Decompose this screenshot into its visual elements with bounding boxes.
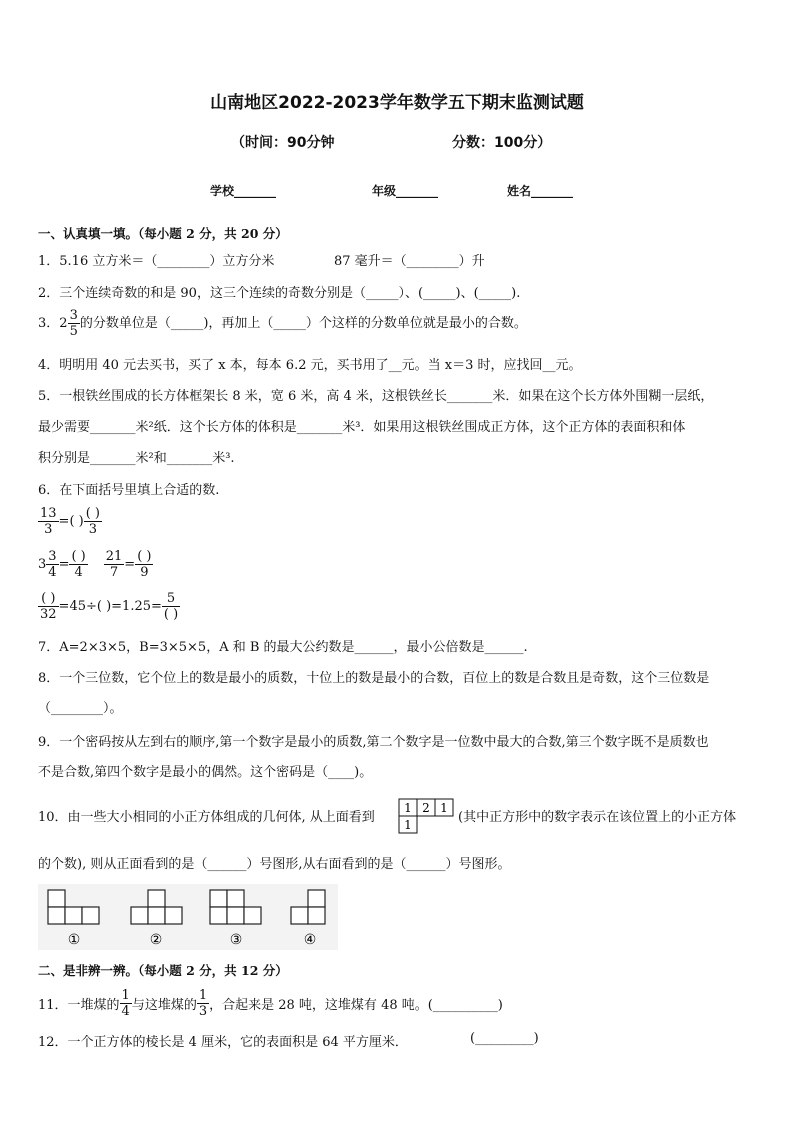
question-5-line2: 最少需要_______米²纸．这个长方体的体积是_______米³．如果用这根铁丝围成正方体，这个正方体的表面积和体 [38, 420, 686, 435]
question-7: 7．A=2×3×5，B=3×5×5，A 和 B 的最大公约数是______，最小公倍数是______. [38, 640, 528, 655]
school-field: 学校_______ [210, 184, 277, 198]
q6-r2-frac4 [135, 549, 153, 580]
question-1b: 87 毫升＝（________）升 [334, 254, 485, 269]
exam-score: 分数：100分） [452, 135, 552, 151]
q10-options-figure [38, 884, 338, 950]
denominator: 3 [198, 1004, 208, 1019]
denominator: 4 [48, 565, 57, 580]
denominator: 4 [121, 1004, 130, 1019]
page-title: 山南地区2022-2023学年数学五下期末监测试题 [210, 93, 584, 113]
numerator: 21 [105, 549, 123, 564]
option-2-label: ② [149, 932, 163, 948]
q3-mixed-int: 2 [59, 316, 68, 331]
denominator: 4 [74, 565, 83, 580]
q3-rest: 的分数单位是（_____)，再加上（_____）个这样的分数单位就是最小的合数。 [79, 316, 527, 331]
numerator: 13 [40, 506, 57, 521]
question-10-part-b: (其中正方形中的数字表示在该位置上的小正方体 [458, 810, 737, 825]
q11-fraction-1 [120, 988, 132, 1019]
question-1a: 1．5.16 立方米＝（________）立方分米 [38, 254, 275, 269]
q6-row-2: 3 $\frac{3}{4}$ = $\frac{( )}{4}$ $\frac{21}{7}$ = $\frac{( )}{9}$ [38, 549, 152, 580]
q6-r2-frac1 [46, 549, 58, 580]
question-9-line2: 不是合数,第四个数字是最小的偶然。这个密码是（____)。 [38, 765, 373, 780]
q11-fraction-2 [197, 988, 209, 1019]
grid-cell: 1 [404, 801, 412, 815]
question-5-line1: 5．一根铁丝围成的长方体框架长 8 米，宽 6 米，高 4 米，这根铁丝长_______米．如果在这个长方体外围糊一层纸， [38, 389, 714, 404]
q6-r3-frac2 [162, 591, 180, 622]
q6-r3-mid: =45÷( )=1.25= [58, 599, 162, 614]
q12-answer-blank: (_________) [470, 1031, 539, 1046]
option-1-label: ① [67, 932, 81, 948]
q11-part-a: 11．一堆煤的 [38, 998, 120, 1013]
question-8-line1: 8．一个三位数，它个位上的数是最小的质数，十位上的数是最小的合数，百位上的数是合数且是奇数，这个三位数是 [38, 671, 710, 686]
denominator: 3 [88, 522, 97, 537]
question-3 [38, 308, 527, 339]
numerator: ( ) [71, 549, 86, 564]
q6-r2-frac3 [104, 549, 125, 580]
question-4: 4．明明用 40 元去买书，买了 x 本，每本 6.2 元，买书用了__元。当 x＝3 时，应找回__元。 [38, 358, 582, 373]
question-10-part-a: 10．由一些大小相同的小正方体组成的几何体, 从上面看到 [38, 810, 375, 825]
q6-r1-frac1 [38, 506, 59, 537]
q3-fraction [68, 308, 80, 339]
numerator: 3 [48, 549, 57, 564]
option-4-label: ④ [303, 932, 317, 948]
denominator: ( ) [163, 607, 179, 622]
option-3-label: ③ [229, 932, 243, 948]
question-10-line2: 的个数), 则从正面看到的是（______）号图形,从右面看到的是（______）号图形。 [38, 857, 511, 872]
q11-part-b: 与这堆煤的 [131, 998, 197, 1013]
question-8-line2: （________）。 [38, 701, 123, 716]
grid-cell: 2 [422, 801, 430, 815]
question-9-line1: 9．一个密码按从左到右的顺序,第一个数字是最小的质数,第二个数字是一位数中最大的合数,第三个数字既不是质数也 [38, 735, 709, 750]
q3-denominator: 5 [69, 324, 78, 339]
question-11 [38, 988, 503, 1019]
question-12: 12．一个正方体的棱长是 4 厘米，它的表面积是 64 平方厘米． [38, 1035, 408, 1050]
denominator: 32 [40, 607, 57, 622]
q6-row-3 [38, 591, 180, 622]
q3-prefix: 3． [38, 316, 60, 331]
question-2: 2．三个连续奇数的和是 90，这三个连续的奇数分别是（_____）、(_____)、(_____). [38, 286, 521, 301]
grid-cell: 1 [440, 801, 448, 815]
section1-heading: 一、认真填一填。（每小题 2 分，共 20 分） [38, 226, 288, 241]
question-6: 6．在下面括号里填上合适的数. [38, 483, 220, 498]
numerator: 5 [162, 591, 180, 607]
grade-field: 年级_______ [372, 184, 439, 198]
q6-row-1 [38, 506, 102, 537]
numerator: ( ) [38, 591, 59, 607]
grid-cell: 1 [404, 818, 412, 832]
numerator: ( ) [85, 506, 100, 521]
numerator: 1 [198, 988, 208, 1003]
name-field: 姓名_______ [507, 184, 574, 198]
q6-r2-frac2 [69, 549, 87, 580]
q6-r1-mid: =( ) [58, 514, 84, 529]
top-view-grid-icon [398, 798, 456, 836]
denominator: 9 [140, 565, 149, 580]
denominator: 3 [44, 522, 53, 537]
exam-time: （时间：90分钟 [231, 135, 335, 151]
q6-r1-frac2 [84, 506, 102, 537]
numerator: 1 [121, 988, 130, 1003]
question-5-line3: 积分别是_______米²和_______米³. [38, 451, 235, 466]
q6-r3-frac1 [38, 591, 59, 622]
q3-numerator: 3 [69, 308, 78, 323]
section2-heading: 二、是非辨一辨。（每小题 2 分，共 12 分） [38, 963, 288, 978]
q11-part-c: ，合起来是 28 吨，这堆煤有 48 吨。(__________) [209, 998, 503, 1013]
q6-r2-int: 3 [38, 557, 47, 572]
denominator: 7 [109, 565, 119, 580]
numerator: ( ) [137, 549, 152, 564]
